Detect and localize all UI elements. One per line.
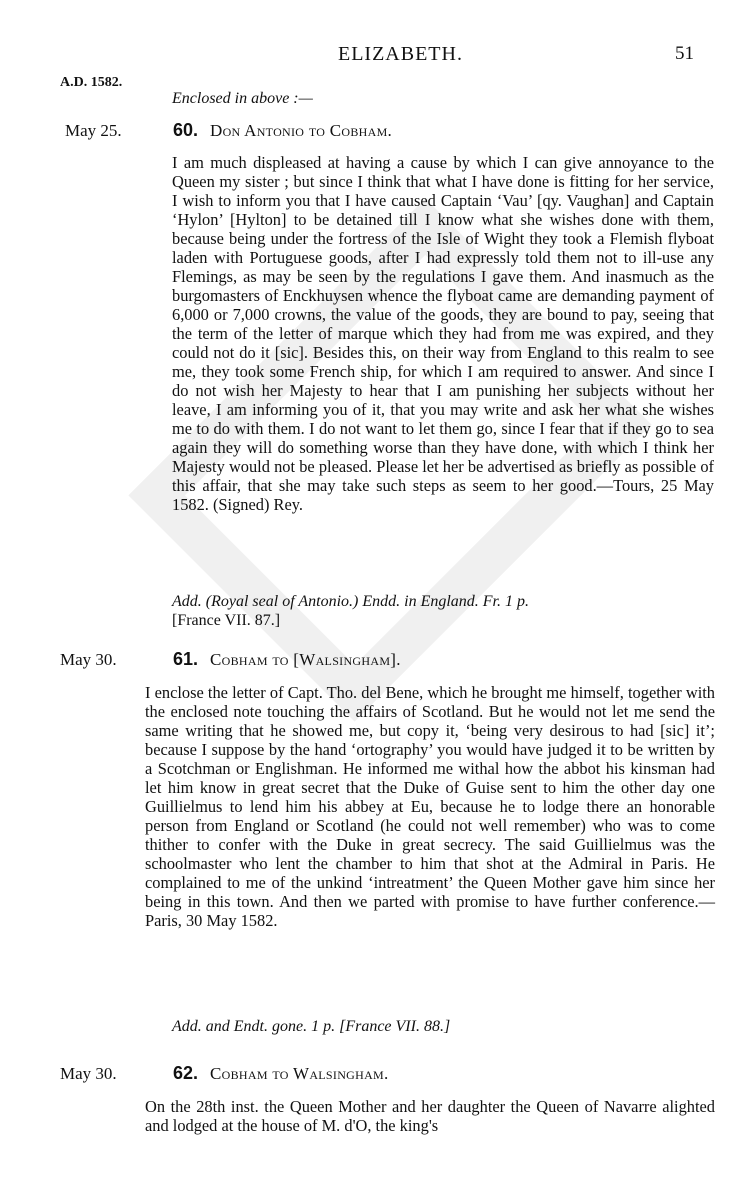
note-line: Add. (Royal seal of Antonio.) Endd. in England. Fr. 1 p. xyxy=(172,593,530,610)
entry-date: May 30. xyxy=(60,1064,117,1083)
entry-heading xyxy=(65,121,705,145)
year-marker: A.D. 1582. xyxy=(60,75,123,90)
entry-date: May 25. xyxy=(65,121,122,140)
entry-heading xyxy=(60,650,700,674)
entry-body: On the 28th inst. the Queen Mother and her daughter the Queen of Navarre alighted and lodged at the house of M. d'O, the king's xyxy=(145,1097,715,1135)
running-head-title: ELIZABETH. xyxy=(338,43,463,65)
page-number: 51 xyxy=(675,43,694,64)
note-line: Add. and Endt. gone. 1 p. [France VII. 88.] xyxy=(172,1018,451,1035)
entry-title: Cobham to Walsingham. xyxy=(210,1064,389,1083)
entry-number: 62. xyxy=(173,1063,199,1083)
entry-body: I enclose the letter of Capt. Tho. del Bene, which he brought me himself, together with the enclosed note touching the affairs of Scotland. But he would not let me send the same writing that he showed me, but copy it, ‘being very desirous to had [sic] it’; because I suppose by the hand ‘ortography’ you would have judged it to be written by a Scotchman or Englishman. He informed me withal how the abbot his kinsman had let him know in great secret that the Duke of Guise sent to him the other day one Guillielmus to lend him his abbey at Eu, because he to lodge there an honorable person from England or Scotland (he could not well remember) who was to come thither to confer with the Duke in great secrecy. The said Guillielmus was the schoolmaster who lent the chamber to him that shot at the Admiral in Paris. He complained to me of the unkind ‘intreatment’ the Queen Mother gave him since her being in this town. And then we parted with promise to have further conference.—Paris, 30 May 1582. xyxy=(145,683,715,930)
entry-heading xyxy=(60,1064,700,1088)
entry-note xyxy=(172,1017,714,1036)
enclosed-note: Enclosed in above :— xyxy=(172,90,313,107)
entry-body: I am much displeased at having a cause by which I can give annoyance to the Queen my sister ; but since I think that what I have done is fitting for her service, I wish to inform you that I have caused Captain ‘Vau’ [qy. Vaughan] and Captain ‘Hylon’ [Hylton] to be detained till I know what she wishes done with them, because being under the fortress of the Isle of Wight they took a Flemish flyboat laden with Portuguese goods, after I had expressly told them not to ill-use any Flemings, as may be seen by the regulations I gave them. And inasmuch as the burgomasters of Enckhuysen whence the flyboat came are demanding payment of 6,000 or 7,000 crowns, the value of the goods, they are bound to pay, seeing that the term of the letter of marque which they had from me was expired, and they could not do it [sic]. Besides this, on their way from England to this realm to see me, they took some French ship, for which I am required to answer. And since I do not wish her Majesty to hear that I am punishing her subjects without her leave, I am informing you of it, that you may write and ask her what she wishes me to do with them. I do not want to let them go, since I fear that if they go to sea again they will do something worse than they have done, with which I think her Majesty would not be pleased. Please let her be advertised as briefly as possible of this affair, that she may take such steps as seem to her good.—Tours, 25 May 1582. (Signed) Rey. xyxy=(172,153,714,514)
entry-title: Cobham to [Walsingham]. xyxy=(210,650,401,669)
entry-note xyxy=(172,592,714,630)
entry-date: May 30. xyxy=(60,650,117,669)
entry-number: 60. xyxy=(173,120,199,140)
note-line: [France VII. 87.] xyxy=(172,612,281,629)
running-head xyxy=(0,40,748,70)
entry-title: Don Antonio to Cobham. xyxy=(210,121,393,140)
entry-number: 61. xyxy=(173,649,199,669)
